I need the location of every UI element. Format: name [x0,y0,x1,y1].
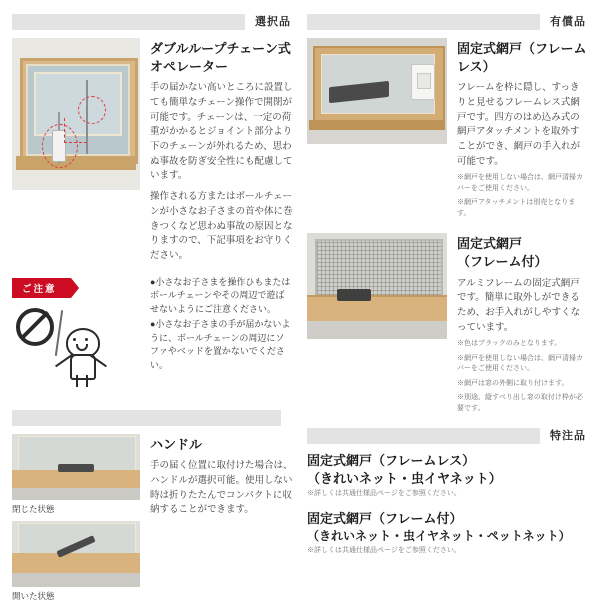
special-item-1-title-line1: 固定式網戸（フレームレス） [307,453,476,469]
paid-item-2-title [457,235,588,270]
special-item-2-note: ※詳しくは共通仕様品ページをご参照ください。 [307,546,461,554]
special-item-1-title-line2: （きれいネット・虫イヤネット） [307,470,502,486]
section-band-paid [307,14,588,30]
paid-item-2-note-4: ※別途、縦すべり出し窓の取付け枠が必要です。 [457,394,583,412]
caution-bullets [150,276,293,394]
paid-item-2 [307,233,588,414]
paid-item-1 [307,38,588,219]
special-item-1 [307,452,588,500]
caution-illustration [12,302,140,394]
option-text-wrap [150,38,293,264]
section-band-paid-label: 有償品 [540,14,588,30]
handle-open-photo [12,521,140,587]
paid-item-2-note-3: ※網戸は窓の外側に取り付けます。 [457,379,569,387]
paid-item-1-note-2: ※網戸アタッチメントは別売となります。 [457,199,576,217]
section-band-option [12,14,293,30]
paid-item-2-body: アルミフレームの固定式網戸です。簡単に取外しができるため、お手入れがしやすくなっています。 [457,277,581,333]
caution-block [12,272,293,394]
section-band-special [307,428,588,444]
option-body: 手の届かない高いところに設置しても簡単なチェーン操作で開閉が可能です。チェーンは、一定の荷重がかかるとジョイント部分より下のチェーンが外れるため、思わぬ事故を防ぎ安全性にも配慮しています。 [150,82,293,182]
caution-badge: ご注意 [12,278,71,298]
paid-item-2-text [457,233,588,414]
paid-item-1-title: 固定式網戸（フレームレス） [457,41,587,74]
paid-item-2-title-line1: 固定式網戸 [457,236,523,252]
option-title-line2: オペレーター [150,58,229,74]
special-item-2 [307,510,588,556]
caution-bullet-1: ●小さなお子さまを操作ひもまたはボールチェーンやその周辺で遊ばせないようにご注意ください。 [150,276,291,314]
no-entry-icon [16,308,54,346]
section-band-handle [12,410,293,426]
special-item-2-title-line1: 固定式網戸（フレーム付） [307,510,463,526]
special-item-2-title [307,510,588,544]
two-column-layout [12,14,588,616]
paid-item-1-text [457,38,588,219]
option-title-line1: ダブルループチェーン式 [150,41,291,56]
caution-bullet-2: ●小さなお子さまの手が届かないように、ボールチェーンの周辺にソファやベッドを置かないでください。 [150,319,291,370]
option-photo-wrap [12,38,140,264]
handle-closed-photo [12,434,140,500]
caution-left [12,272,140,394]
handle-title: ハンドル [150,436,203,452]
paid-item-2-note-1: ※色はブラックのみとなります。 [457,340,562,348]
option-title [150,40,293,75]
paid-item-2-note-2: ※網戸を使用しない場合は、網戸清掃カバーをご使用ください。 [457,354,583,373]
section-band-handle-label [281,410,293,426]
section-band-special-label: 特注品 [540,428,588,444]
left-column [12,14,293,616]
framed-screen-photo [307,233,447,339]
handle-open-caption: 開いた状態 [12,590,55,601]
special-item-1-note: ※詳しくは共通仕様品ページをご参照ください。 [307,490,461,498]
frameless-screen-photo-wrap [307,38,447,219]
right-column [307,14,588,566]
handle-photos [12,434,140,602]
handle-block [12,434,293,602]
section-band-option-label: 選択品 [245,14,293,30]
option-block [12,38,293,264]
chain-operator-photo [12,38,140,190]
paid-item-2-title-line2: （フレーム付） [457,253,548,269]
handle-body: 手の届く位置に取付けた場合は、ハンドルが選択可能。使用しない時は折りたたんでコンパクトに収納することができます。 [150,460,293,516]
special-item-1-title [307,452,588,487]
frameless-screen-photo [307,38,447,144]
handle-closed-caption: 閉じた状態 [12,503,55,514]
paid-item-1-note-1: ※網戸を使用しない場合は、網戸清掃カバーをご使用ください。 [457,174,583,192]
paid-item-1-body: フレームを枠に隠し、すっきりと見せるフレームレス式網戸です。四方のはめ込み式の網戸アタッチメントを取外すことができ、網戸の手入れが可能です。 [457,82,581,167]
child-figure-icon [52,328,110,386]
handle-text-wrap [150,434,293,602]
option-body-2: 操作される方またはボールチェーンが小さなお子さまの首や体に巻きつくなど思わぬ事故の原因となりますので、下記事項をお守りください。 [150,191,293,261]
special-item-2-title-line2: （きれいネット・虫イヤネット・ペットネット） [307,528,571,543]
framed-screen-photo-wrap [307,233,447,414]
